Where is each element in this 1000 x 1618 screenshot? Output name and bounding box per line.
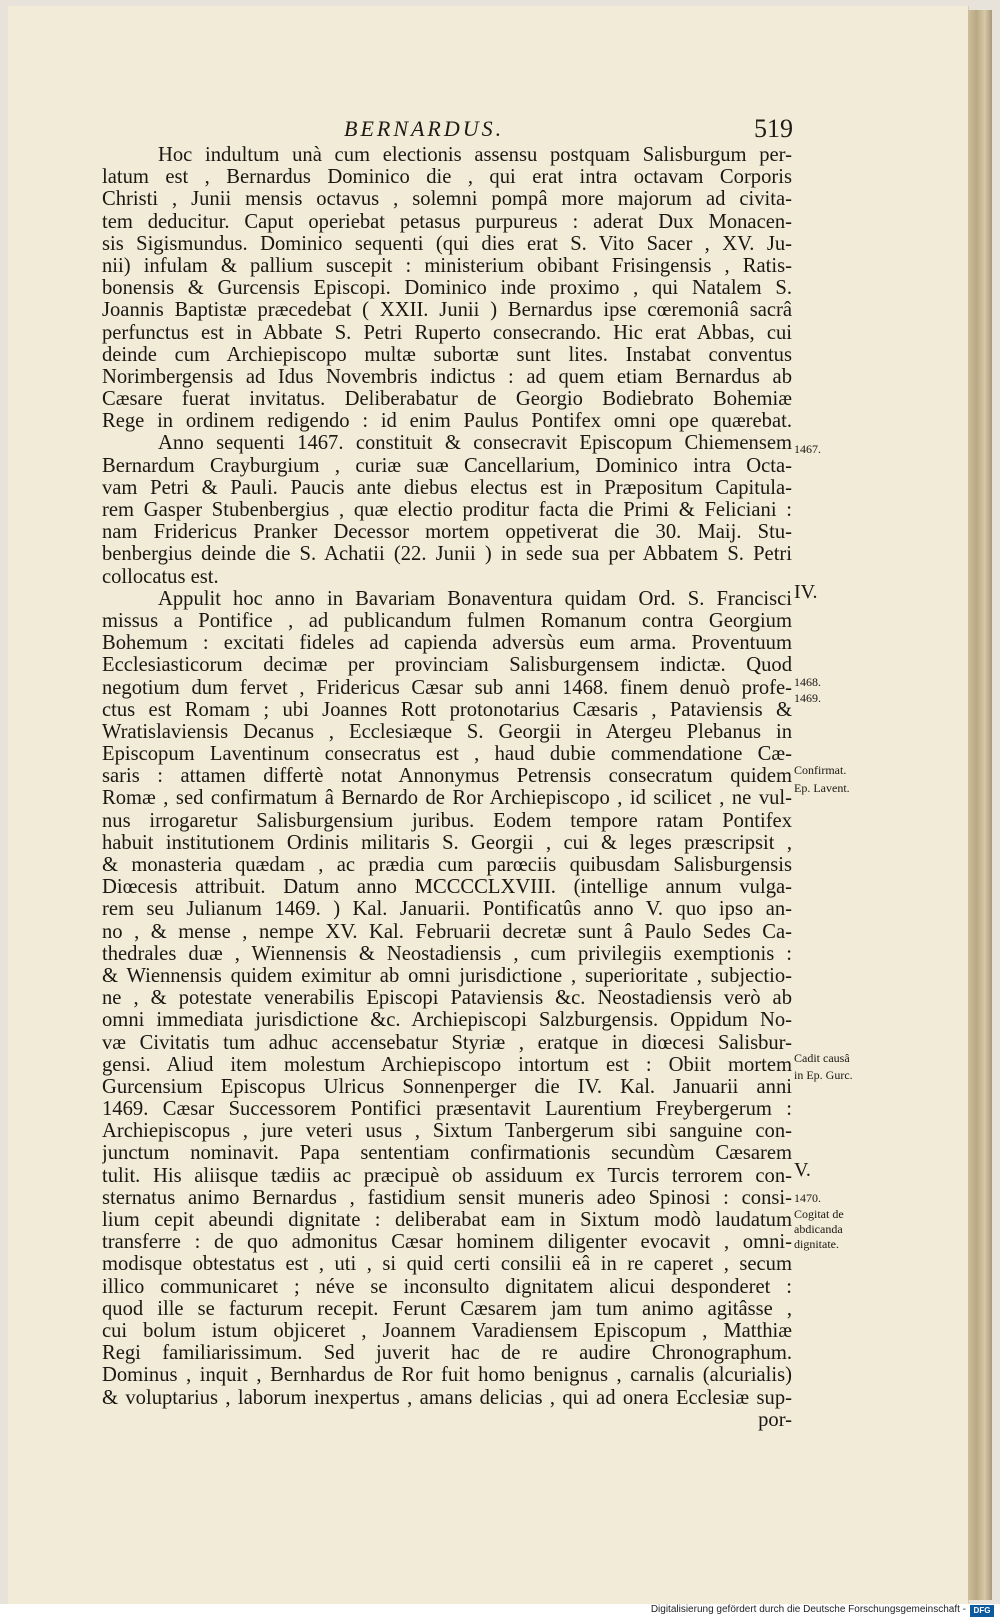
text-line: nam Fridericus Pranker Decessor mortem oppetiverat die 30. Maij. Stu-: [102, 521, 792, 544]
text-line: tulit. His aliisque tædiis ac præcipuè ob assiduum ex Turcis terrorem con-: [102, 1164, 792, 1187]
text-line: quod ille se facturum recepit. Ferunt Cæsarem jam tum animo agitâsse ,: [102, 1297, 792, 1320]
text-line: Hoc indultum unà cum electionis assensu postquam Salisburgum per-: [158, 144, 792, 166]
margin-note: abdicanda: [794, 1222, 843, 1236]
text-line: Gurcensium Episcopus Ulricus Sonnenperger die IV. Kal. Januarii anni: [102, 1075, 792, 1098]
text-line: Rege in ordinem redigendo : id enim Paulus Pontifex omni ope quærebat.: [102, 410, 792, 433]
text-line: no , & mense , nempe XV. Kal. Februarii decretæ sunt â Paulo Sedes Ca-: [102, 920, 792, 943]
text-line: tem deducitur. Caput operiebat petasus purpureus : aderat Dux Monacen-: [102, 210, 792, 233]
text-line: collocatus est.: [102, 565, 219, 588]
text-line: Appulit hoc anno in Bavariam Bonaventura quidam Ord. S. Francisci: [158, 587, 792, 610]
margin-note: 1470.: [794, 1191, 821, 1205]
text-line: Dominus , inquit , Bernhardus de Ror fuit homo benignus , carnalis (alcurialis): [102, 1364, 792, 1387]
text-line: Romæ , sed confirmatum â Bernardo de Ror Archiepiscopo , id scilicet , ne vul-: [102, 787, 792, 810]
text-line: Cæsare fuerat invitatus. Deliberabatur de Georgio Bodiebrato Bohemiæ: [102, 388, 792, 411]
margin-note: Cogitat de: [794, 1207, 844, 1221]
text-line: Regi familiarissimum. Sed juverit hac de re audire Chronographum.: [102, 1342, 792, 1365]
text-line: Diœcesis attribuit. Datum anno MCCCCLXVIII. (intellige annum vulga-: [102, 876, 792, 899]
text-line: saris : attamen differtè notat Annonymus Petrensis consecratum quidem: [102, 765, 792, 788]
text-line: bonensis & Gurcensis Episcopi. Dominico inde proximo , qui Natalem S.: [102, 277, 792, 300]
text-line: væ Civitatis tum adhuc accensebatur Styriæ , eratque in diœcesi Salisbur-: [102, 1031, 792, 1054]
text-line: Bohemum : excitati fideles ad capienda adversùs eum arma. Proventuum: [102, 632, 792, 655]
book-page: [8, 6, 969, 1604]
text-line: Ecclesiasticorum decimæ per provinciam Salisburgensem indictæ. Quod: [102, 654, 792, 677]
text-line: Norimbergensis ad Idus Novembris indictus : ad quem etiam Bernardus ab: [102, 365, 792, 388]
text-line: Joannis Baptistæ præcedebat ( XXII. Junii ) Bernardus ipse cœremoniâ sacrâ: [102, 299, 792, 322]
text-line: missus a Pontifice , ad publicandum fulmen Romanum contra Georgium: [102, 609, 792, 632]
text-line: vam Petri & Pauli. Paucis ante diebus electus est in Præpositum Capitula-: [102, 476, 792, 499]
text-line: cui bolum istum objiceret , Joannem Varadiensem Episcopum , Matthiæ: [102, 1319, 792, 1342]
text-line: nii) infulam & pallium suscepit : ministerium obibant Frisingensis , Ratis-: [102, 254, 792, 277]
text-line: gensi. Aliud item molestum Archiepiscopo intortum est : Obiit mortem: [102, 1053, 792, 1076]
margin-note: 1469.: [794, 691, 821, 705]
text-line: 1469. Cæsar Successorem Pontifici præsentavit Laurentium Freybergerum :: [102, 1098, 792, 1121]
body-text: [102, 144, 792, 1431]
text-line: Anno sequenti 1467. constituit & consecravit Episcopum Chiemensem: [158, 432, 792, 455]
text-line: illico communicaret ; néve se inconsulto dignitatem alicui desponderet :: [102, 1275, 792, 1298]
margin-note: in Ep. Gurc.: [794, 1068, 853, 1082]
text-line: thedrales duæ , Wiennensis & Neostadiensis , cum privilegiis exemptionis :: [102, 942, 792, 965]
margin-note: dignitate.: [794, 1237, 839, 1251]
text-line: & voluptarius , laborum inexpertus , amans delicias , qui ad onera Ecclesiæ sup-: [102, 1386, 792, 1409]
text-line: rem Gasper Stubenbergius , quæ electio proditur facta die Primi & Feliciani :: [102, 499, 792, 521]
show-through-text: [788, 66, 948, 1366]
text-line: Bernardum Crayburgium , curiæ suæ Cancellarium, Dominico intra Octa-: [102, 454, 792, 477]
text-line: por-: [758, 1408, 792, 1431]
text-line: ne , & potestate venerabilis Episcopi Pataviensis &c. Neostadiensis verò ab: [102, 987, 792, 1010]
text-line: benbergius deinde die S. Achatii (22. Junii ) in sede sua per Abbatem S. Petri: [102, 543, 792, 566]
text-line: ctus est Romam ; ubi Joannes Rott protonotarius Cæsaris , Pataviensis &: [102, 698, 792, 721]
text-line: modisque obtestatus est , uti , si quid certi consilii eâ in re caperet , secum: [102, 1253, 792, 1276]
margin-note: Confirmat.: [794, 763, 847, 777]
margin-note: IV.: [794, 581, 818, 603]
text-line: deinde cum Archiepiscopo multæ subortæ sunt lites. Instabat conventus: [102, 343, 792, 366]
text-line: nus irrogaretur Salisburgensium juribus. Eodem tempore ratam Pontifex: [102, 809, 792, 832]
margin-note: Cadit causâ: [794, 1051, 850, 1065]
text-line: & Wiennensis quidem eximitur ab omni jurisdictione , superioritate , subjectio-: [102, 964, 792, 987]
text-line: sternatus animo Bernardus , fastidium sensit muneris adeo Spinosi : consi-: [102, 1186, 792, 1209]
text-line: transferre : de quo admonitus Cæsar hominem diligenter evocavit , omni-: [102, 1231, 792, 1254]
margin-note: Ep. Lavent.: [794, 781, 850, 795]
text-line: latum est , Bernardus Dominico die , qui erat intra octavam Corporis: [102, 166, 792, 189]
text-line: lium cepit abeundi dignitate : deliberabat eam in Sixtum modò laudatum: [102, 1209, 792, 1231]
margin-note: 1467.: [794, 442, 821, 456]
text-line: sis Sigismundus. Dominico sequenti (qui dies erat S. Vito Sacer , XV. Ju-: [102, 232, 792, 255]
running-head: BERNARDUS.: [344, 116, 505, 141]
text-line: negotium dum fervet , Fridericus Cæsar sub anni 1468. finem denuò profe-: [102, 676, 792, 699]
text-line: & monasteria quædam , ac prædia cum parœciis quibusdam Salisburgensis: [102, 854, 792, 876]
text-line: Christi , Junii mensis octavus , solemni pompâ more majorum ad civita-: [102, 188, 792, 211]
text-line: Wratislaviensis Decanus , Ecclesiæque S. Georgii in Atergeu Plebanus in: [102, 720, 792, 743]
page-number: 519: [754, 114, 793, 143]
digitization-footer: [0, 1604, 1000, 1618]
margin-note: V.: [794, 1159, 811, 1181]
margin-note: 1468.: [794, 675, 821, 689]
text-line: Archiepiscopus , jure veteri usus , Sixtum Tanbergerum sibi sanguine con-: [102, 1120, 792, 1143]
text-line: rem seu Julianum 1469. ) Kal. Januarii. Pontificatûs anno V. quo ipso an-: [102, 898, 792, 921]
dfg-logo: DFG: [970, 1605, 994, 1617]
page-stack-edge: [968, 10, 992, 1600]
text-line: habuit institutionem Ordinis militaris S. Georgii , cui & leges præscripsit ,: [102, 831, 792, 854]
text-line: Episcopum Laventinum consecratus est , haud dubie commendatione Cæ-: [102, 743, 792, 766]
text-line: junctum nominavit. Papa sententiam confirmationis secundùm Cæsarem: [102, 1142, 792, 1165]
text-line: omni immediata jurisdictione &c. Archiepiscopi Salzburgensis. Oppidum No-: [102, 1009, 792, 1032]
text-line: perfunctus est in Abbate S. Petri Ruperto consecrando. Hic erat Abbas, cui: [102, 321, 792, 344]
footer-credit: Digitalisierung gefördert durch die Deutsche Forschungsgemeinschaft -: [650, 1604, 966, 1615]
